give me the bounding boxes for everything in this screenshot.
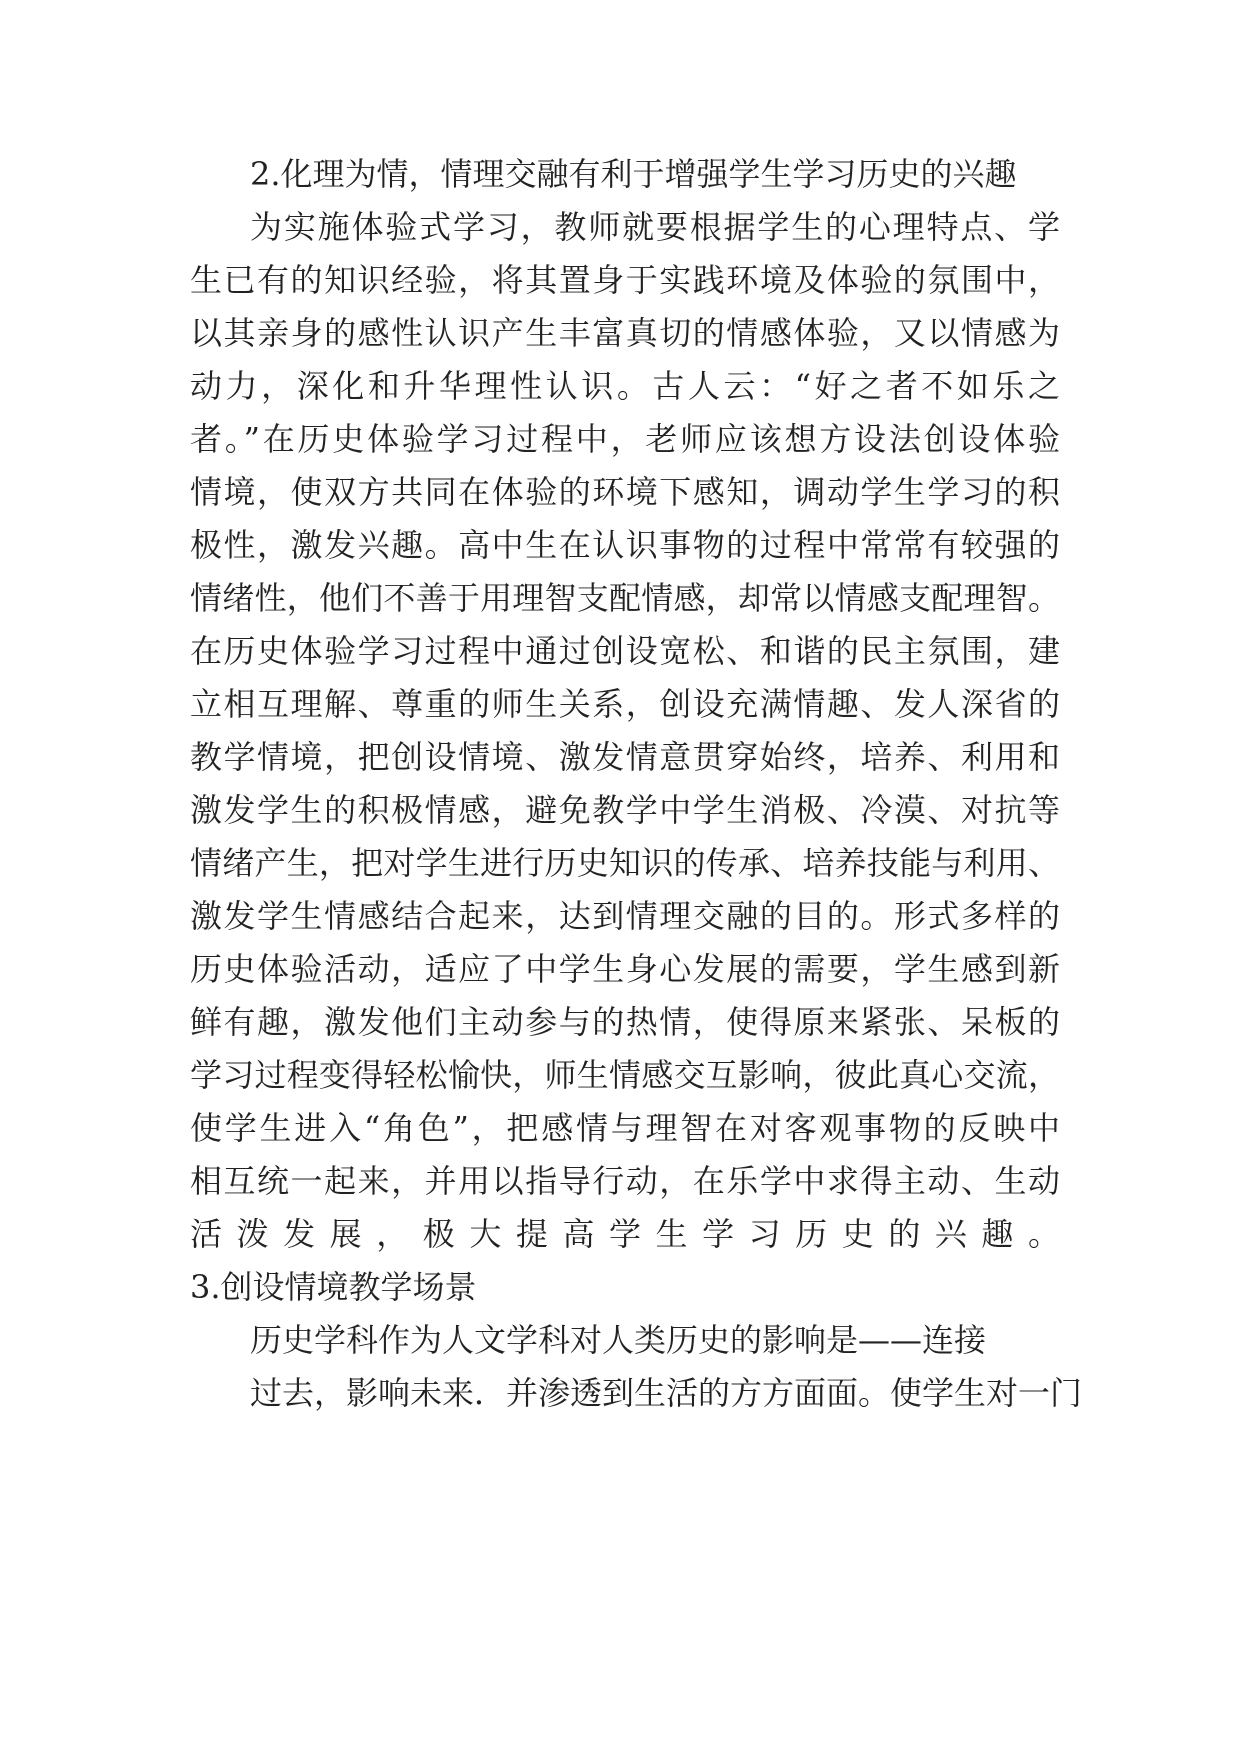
paragraph-line: 相互统一起来，并用以指导行动，在乐学中求得主动、生动 — [190, 1162, 1060, 1200]
paragraph-line: 为实施体验式学习，教师就要根据学生的心理特点、学 — [250, 208, 1060, 246]
paragraph-line — [190, 1424, 1060, 1468]
paragraph-line: 激发学生情感结合起来，达到情理交融的目的。形式多样的 — [190, 897, 1060, 935]
paragraph-line: 生已有的知识经验，将其置身于实践环境及体验的氛围中， — [190, 261, 1060, 299]
paragraph-line: 情境，使双方共同在体验的环境下感知，调动学生学习的积 — [190, 473, 1060, 511]
paragraph-line: 教学情境，把创设情境、激发情意贯穿始终，培养、利用和 — [190, 738, 1060, 776]
paragraph-line: 动力，深化和升华理性认识。古人云：“好之者不如乐之 — [190, 367, 1060, 405]
section-heading-2: 2.化理为情，情理交融有利于增强学生学习历史的兴趣 — [250, 155, 1017, 193]
paragraph-line: 使学生进入“角色”，把感情与理智在对客观事物的反映中 — [190, 1109, 1060, 1147]
paragraph-line: 立相互理解、尊重的师生关系，创设充满情趣、发人深省的 — [190, 685, 1060, 723]
paragraph-line: 以其亲身的感性认识产生丰富真切的情感体验，又以情感为 — [190, 314, 1060, 352]
section-heading-3: 历史学科作为人文学科对人类历史的影响是——连接 — [250, 1321, 987, 1359]
paragraph-line-last: 3.创设情境教学场景 — [190, 1268, 477, 1306]
paragraph-line: 激发学生的积极情感，避免教学中学生消极、冷漠、对抗等 — [190, 791, 1060, 829]
paragraph-line: 鲜有趣，激发他们主动参与的热情，使得原来紧张、呆板的 — [190, 1003, 1060, 1041]
paragraph-line: 过去，影响未来．并渗透到生活的方方面面。使学生对一门 — [250, 1374, 1083, 1412]
paragraph-line: 情绪性，他们不善于用理智支配情感，却常以情感支配理智。 — [190, 579, 1060, 617]
paragraph-line: 者。”在历史体验学习过程中，老师应该想方设法创设体验 — [190, 420, 1060, 458]
paragraph-line: 情绪产生，把对学生进行历史知识的传承、培养技能与利用、 — [190, 844, 1060, 882]
paragraph-line: 在历史体验学习过程中通过创设宽松、和谐的民主氛围，建 — [190, 632, 1060, 670]
paragraph-line: 历史体验活动，适应了中学生身心发展的需要，学生感到新 — [190, 950, 1060, 988]
paragraph-line: 极性，激发兴趣。高中生在认识事物的过程中常常有较强的 — [190, 526, 1060, 564]
paragraph-line: 学习过程变得轻松愉快，师生情感交互影响，彼此真心交流， — [190, 1056, 1060, 1094]
paragraph-line: 活泼发展，极大提高学生学习历史的兴趣。 — [190, 1215, 1060, 1253]
